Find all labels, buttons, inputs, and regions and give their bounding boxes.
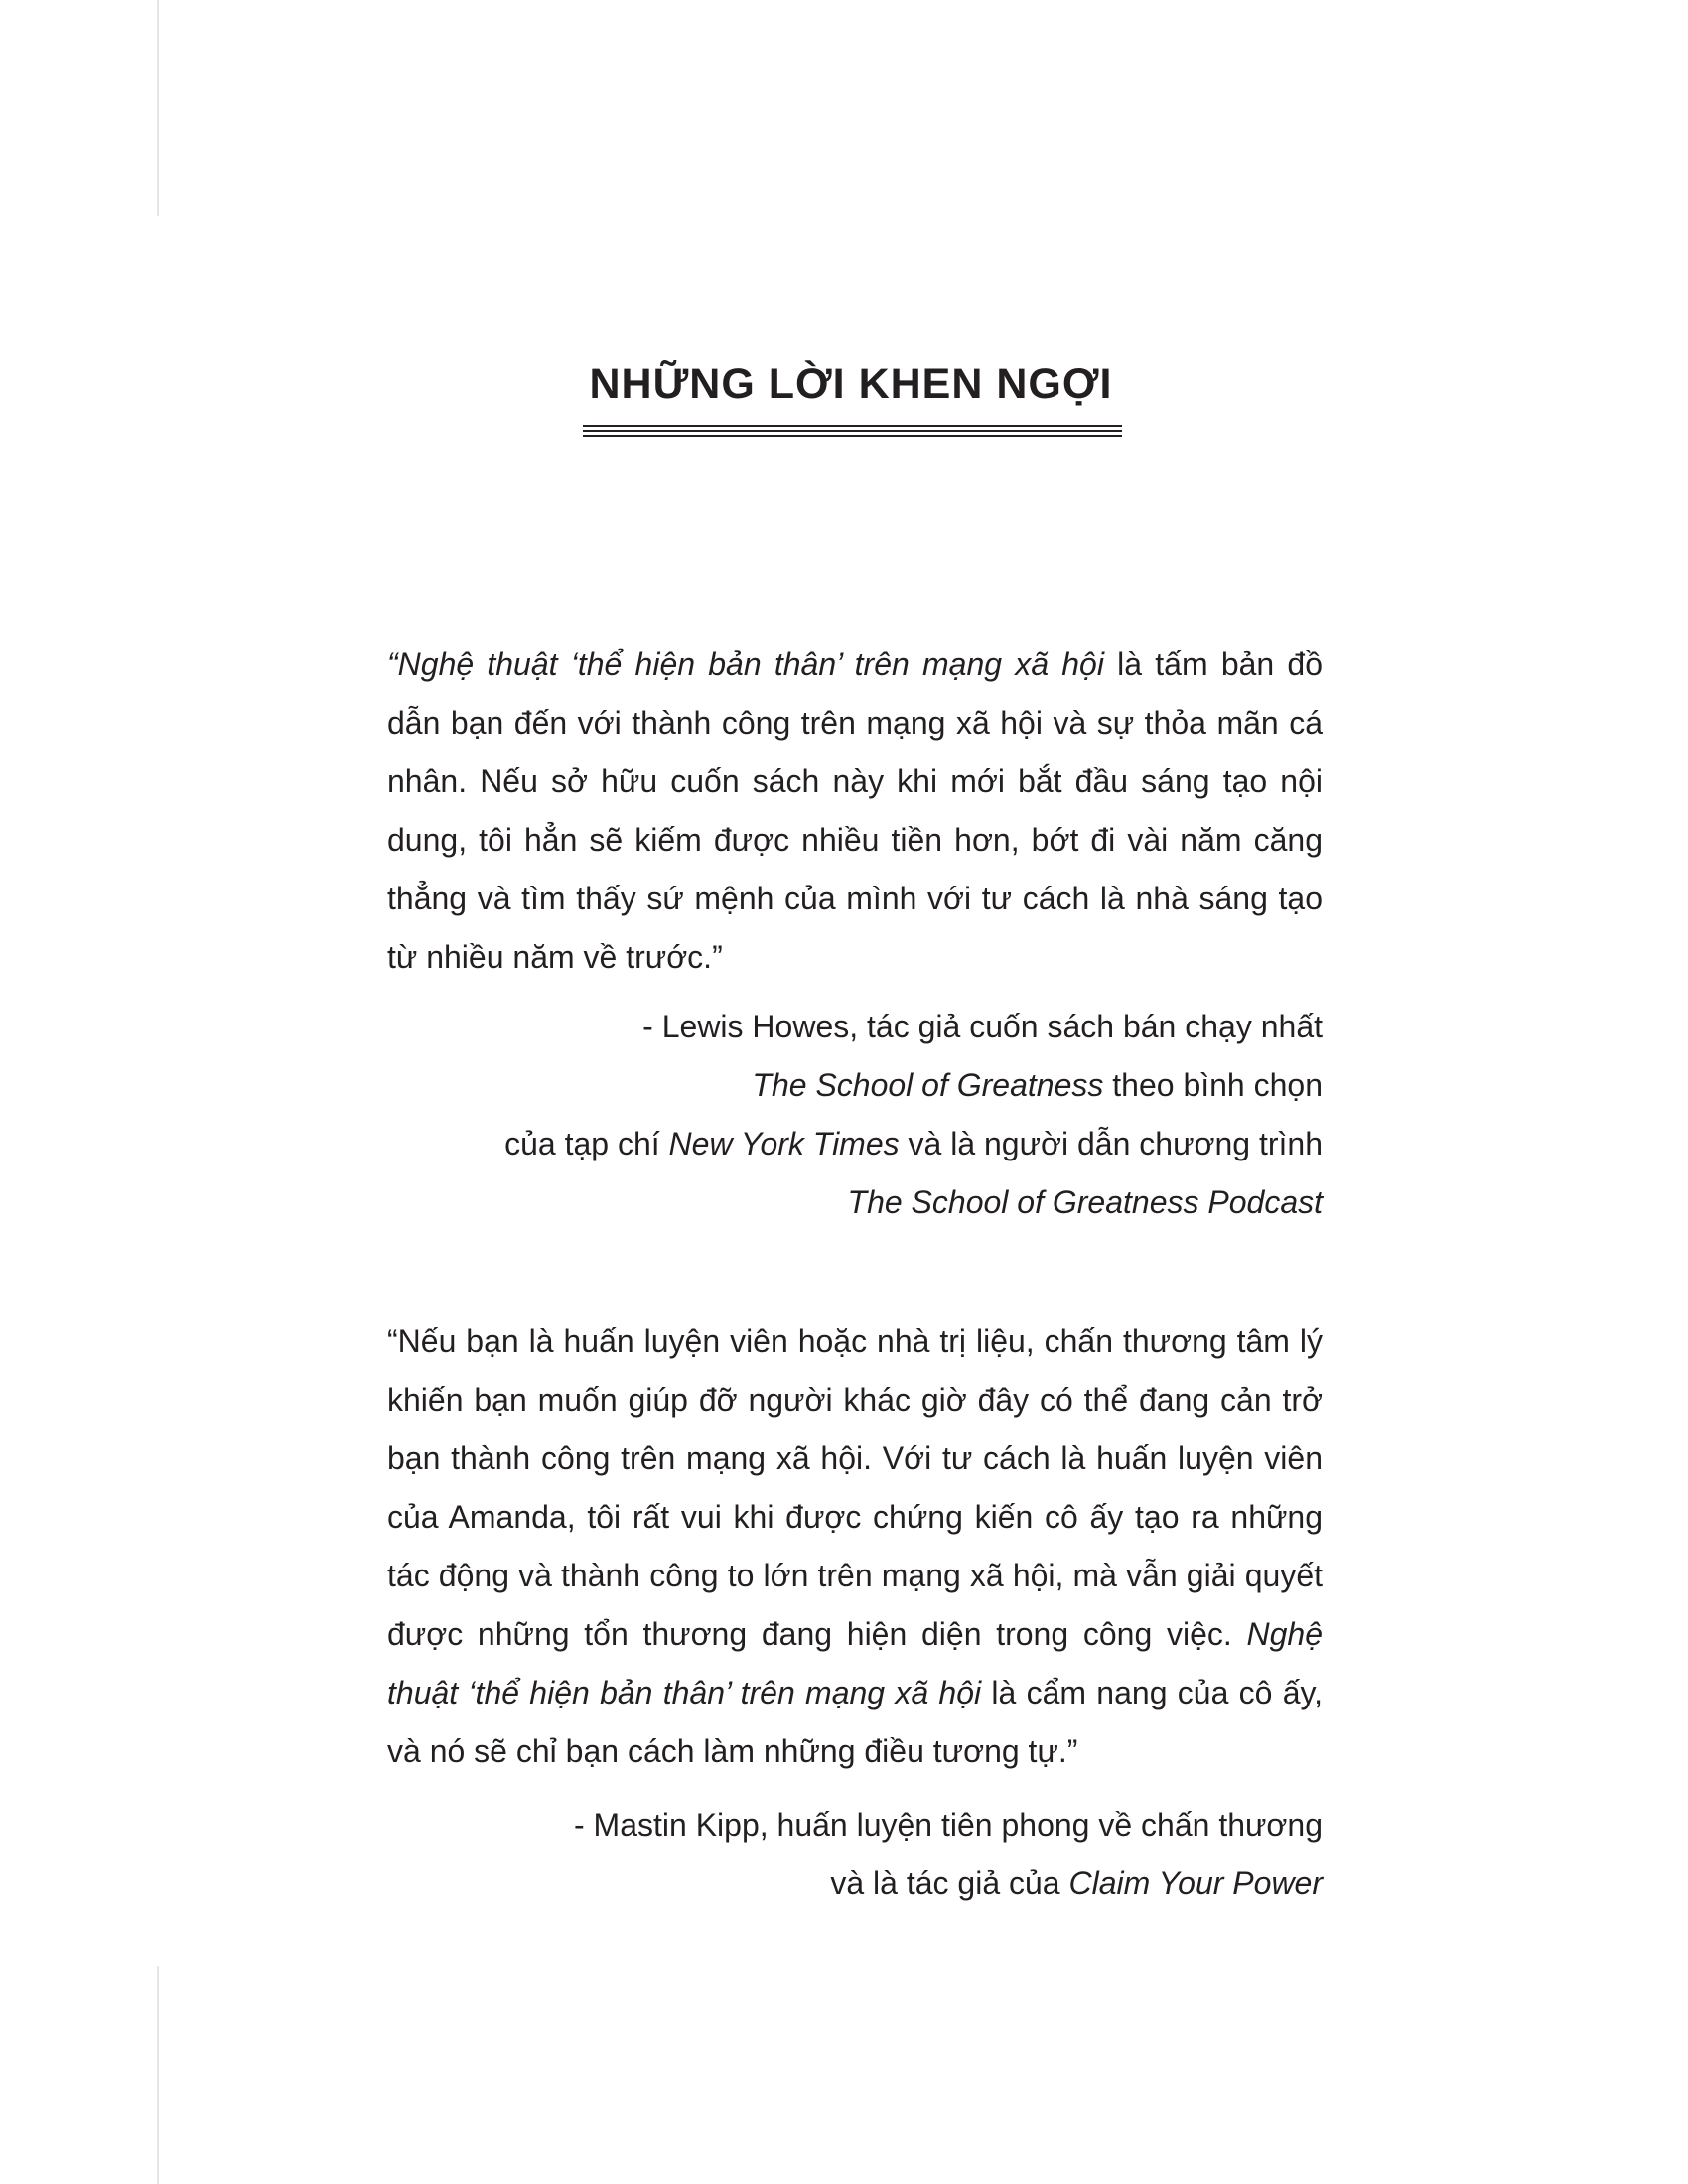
attribution-1-line-1: - Lewis Howes, tác giả cuốn sách bán chạy nhất	[642, 1009, 1323, 1044]
quote-2-attribution	[574, 1796, 1323, 1913]
quote-1-attribution	[504, 998, 1323, 1232]
attribution-1-podcast: The School of Greatness Podcast	[847, 1184, 1323, 1220]
attribution-1-publication: New York Times	[668, 1126, 900, 1161]
quote-1-open-mark: “	[387, 646, 398, 682]
title-underline	[583, 425, 1122, 440]
attribution-1-line-3: của tạp chí New York Times và là người dẫn chương trình	[504, 1126, 1323, 1161]
quote-1-text	[387, 635, 1323, 987]
attribution-2-line-1: - Mastin Kipp, huấn luyện tiên phong về chấn thương	[574, 1807, 1323, 1843]
quote-1-body: là tấm bản đồ dẫn bạn đến với thành công trên mạng xã hội và sự thỏa mãn cá nhân. Nếu sở hữu cuốn sách này khi mới bắt đầu sáng tạo nội dung, tôi hẳn sẽ kiếm được nhiều tiền hơn, bớt đi vài năm căng thẳng và tìm thấy sứ mệnh của mình với tư cách là nhà sáng tạo từ nhiều năm về trước.”	[387, 646, 1323, 975]
quote-2-text	[387, 1312, 1323, 1781]
page-margin-line-top	[157, 0, 159, 216]
attribution-2-line-2: và là tác giả của Claim Your Power	[830, 1865, 1323, 1901]
attribution-1-book-title: The School of Greatness	[752, 1067, 1104, 1103]
page-margin-line-bottom	[157, 1966, 159, 2184]
quote-2-book-title: Nghệ thuật ‘thể hiện bản thân’ trên mạng xã hội	[387, 1616, 1323, 1710]
quote-2-body: “Nếu bạn là huấn luyện viên hoặc nhà trị liệu, chấn thương tâm lý khiến bạn muốn giúp đỡ người khác giờ đây có thể đang cản trở bạn thành công trên mạng xã hội. Với tư cách là huấn luyện viên của Amanda, tôi rất vui khi được chứng kiến cô ấy tạo ra những tác động và thành công to lớn trên mạng xã hội, mà vẫn giải quyết được những tổn thương đang hiện diện trong công việc.	[387, 1323, 1323, 1652]
praise-quote-1	[387, 635, 1323, 987]
attribution-1-line-2: The School of Greatness theo bình chọn	[752, 1067, 1323, 1103]
page-title: NHỮNG LỜI KHEN NGỢI	[589, 360, 1113, 408]
praise-quote-2	[387, 1312, 1323, 1781]
attribution-2-book-title: Claim Your Power	[1068, 1865, 1323, 1901]
quote-1-book-title: Nghệ thuật ‘thể hiện bản thân’ trên mạng xã hội	[397, 646, 1104, 682]
quote-2-body-end: là cẩm nang của cô ấy, và nó sẽ chỉ bạn cách làm những điều tương tự.”	[387, 1675, 1324, 1769]
attribution-1-line-4	[504, 1173, 1323, 1232]
